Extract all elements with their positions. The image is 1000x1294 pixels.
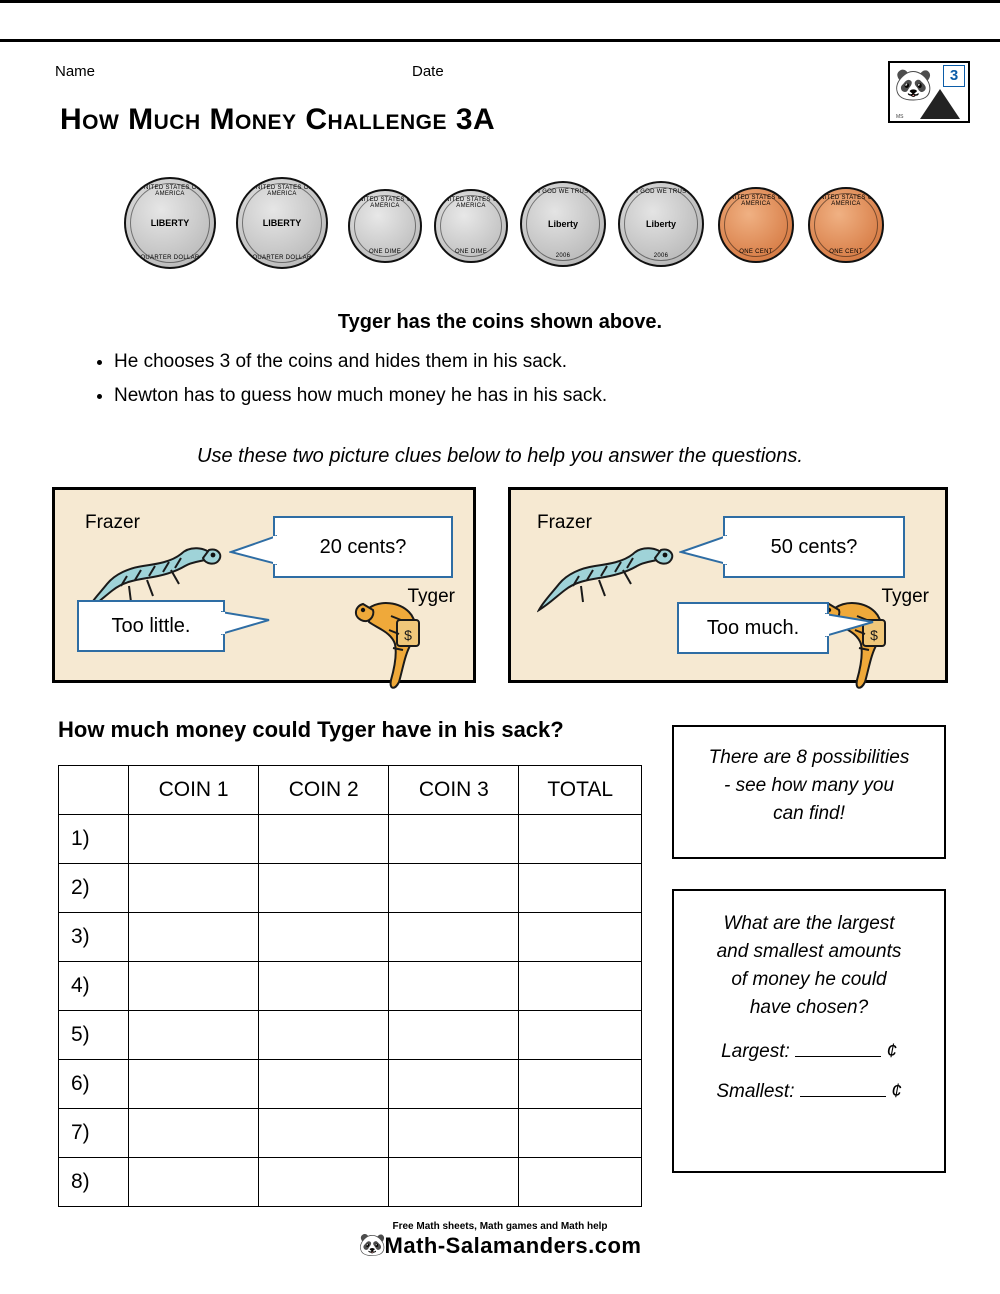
answers-table bbox=[58, 765, 642, 1207]
svg-text:$: $ bbox=[404, 627, 412, 643]
cell-coin2[interactable] bbox=[259, 1060, 389, 1109]
col-header-coin2: COIN 2 bbox=[259, 766, 389, 815]
coin-bottom-text: QUARTER DOLLAR bbox=[140, 255, 200, 261]
coin-penny-2 bbox=[808, 187, 884, 263]
salamander-icon: 🐼 bbox=[358, 1232, 387, 1257]
cell-total[interactable] bbox=[519, 1060, 642, 1109]
col-header-index bbox=[59, 766, 129, 815]
clue-panel-2 bbox=[508, 487, 948, 683]
frazer-guess-text: 20 cents? bbox=[319, 535, 407, 558]
tyger-response-text: Too little. bbox=[111, 614, 191, 637]
possibilities-line-3: can find! bbox=[773, 803, 845, 824]
coin-face-text: Liberty bbox=[645, 219, 677, 229]
coin-bottom-text: ONE DIME bbox=[368, 249, 402, 255]
cell-coin1[interactable] bbox=[129, 913, 259, 962]
row-number: 2) bbox=[59, 864, 129, 913]
tyger-response-text: Too much. bbox=[706, 616, 800, 639]
coin-bottom-text: ONE CENT bbox=[739, 249, 773, 255]
cell-coin2[interactable] bbox=[259, 962, 389, 1011]
cell-coin3[interactable] bbox=[389, 815, 519, 864]
grade-badge: 3 bbox=[943, 65, 965, 87]
cell-coin1[interactable] bbox=[129, 1158, 259, 1207]
cell-coin1[interactable] bbox=[129, 1060, 259, 1109]
cell-coin1[interactable] bbox=[129, 1011, 259, 1060]
frazer-speech-bubble bbox=[723, 516, 905, 578]
coin-bottom-text: 2006 bbox=[555, 253, 571, 259]
largest-unit: ¢ bbox=[886, 1041, 897, 1062]
cell-coin2[interactable] bbox=[259, 1011, 389, 1060]
coin-bottom-text: ONE DIME bbox=[454, 249, 488, 255]
bullet-item-1: • He chooses 3 of the coins and hides them in his sack. bbox=[114, 351, 916, 373]
row-number: 1) bbox=[59, 815, 129, 864]
tyger-label: Tyger bbox=[881, 586, 929, 607]
col-header-total: TOTAL bbox=[519, 766, 642, 815]
svg-text:$: $ bbox=[870, 627, 878, 643]
frazer-speech-bubble bbox=[273, 516, 453, 578]
coin-top-text: UNITED STATES OF AMERICA bbox=[251, 185, 313, 197]
coin-bottom-text: ONE CENT bbox=[829, 249, 863, 255]
cell-coin3[interactable] bbox=[389, 864, 519, 913]
table-row bbox=[59, 864, 642, 913]
cell-coin1[interactable] bbox=[129, 864, 259, 913]
cell-coin2[interactable] bbox=[259, 1109, 389, 1158]
extremes-question-box bbox=[672, 889, 946, 1173]
name-label: Name bbox=[55, 63, 96, 80]
math-salamanders-logo bbox=[888, 61, 970, 123]
table-row bbox=[59, 913, 642, 962]
row-number: 6) bbox=[59, 1060, 129, 1109]
coin-nickel-2 bbox=[618, 181, 704, 267]
tyger-response-bubble bbox=[677, 602, 829, 654]
name-date-row bbox=[55, 63, 655, 80]
date-label: Date bbox=[412, 63, 444, 80]
logo-caption: MS bbox=[896, 114, 904, 120]
cell-coin1[interactable] bbox=[129, 1109, 259, 1158]
cell-coin3[interactable] bbox=[389, 962, 519, 1011]
footer-site[interactable] bbox=[0, 1232, 1000, 1262]
cell-coin3[interactable] bbox=[389, 1158, 519, 1207]
largest-answer-row bbox=[686, 1041, 932, 1063]
tyger-lizard-icon bbox=[351, 596, 461, 692]
cell-total[interactable] bbox=[519, 864, 642, 913]
col-header-coin1: COIN 1 bbox=[129, 766, 259, 815]
coin-bottom-text: QUARTER DOLLAR bbox=[252, 255, 312, 261]
coin-top-text: UNITED STATES OF AMERICA bbox=[139, 185, 201, 197]
intro-bullets bbox=[86, 351, 916, 419]
coin-top-text: IN GOD WE TRUST bbox=[533, 189, 593, 195]
tyger-label: Tyger bbox=[407, 586, 455, 607]
use-clues-instruction: Use these two picture clues below to help you answer the questions. bbox=[197, 445, 803, 467]
coin-quarter-2 bbox=[236, 177, 328, 269]
largest-label: Largest: bbox=[721, 1041, 790, 1062]
bullet-item-2: • Newton has to guess how much money he has in his sack. bbox=[114, 385, 916, 407]
question-title: How much money could Tyger have in his sack? bbox=[58, 717, 564, 742]
cell-coin1[interactable] bbox=[129, 815, 259, 864]
frazer-label: Frazer bbox=[85, 512, 140, 533]
extremes-line-1: What are the largest bbox=[723, 913, 895, 934]
intro-lede: Tyger has the coins shown above. bbox=[337, 311, 663, 333]
coin-top-text: UNITED STATES OF AMERICA bbox=[725, 195, 787, 207]
col-header-coin3: COIN 3 bbox=[389, 766, 519, 815]
coin-face-text: LIBERTY bbox=[150, 218, 190, 228]
cell-coin3[interactable] bbox=[389, 1060, 519, 1109]
table-row bbox=[59, 1158, 642, 1207]
salamander-icon: 🐼 bbox=[894, 67, 933, 102]
coin-top-text: IN GOD WE TRUST bbox=[631, 189, 691, 195]
extremes-line-2: and smallest amounts bbox=[716, 941, 902, 962]
coin-strip bbox=[110, 171, 900, 281]
table-row bbox=[59, 1060, 642, 1109]
row-number: 8) bbox=[59, 1158, 129, 1207]
footer-site-text: Math-Salamanders.com bbox=[384, 1232, 642, 1258]
page-title: How Much Money Challenge 3A bbox=[60, 103, 496, 136]
possibilities-line-2: - see how many you bbox=[723, 775, 895, 796]
possibilities-note bbox=[672, 725, 946, 859]
footer-tagline: Free Math sheets, Math games and Math help bbox=[392, 1221, 608, 1232]
cell-coin2[interactable] bbox=[259, 864, 389, 913]
cell-coin3[interactable] bbox=[389, 913, 519, 962]
table-row bbox=[59, 962, 642, 1011]
header-divider bbox=[0, 39, 1000, 42]
smallest-unit: ¢ bbox=[891, 1081, 902, 1102]
row-number: 7) bbox=[59, 1109, 129, 1158]
cell-total[interactable] bbox=[519, 1109, 642, 1158]
cell-total[interactable] bbox=[519, 1158, 642, 1207]
extremes-line-4: have chosen? bbox=[749, 997, 869, 1018]
cell-coin3[interactable] bbox=[389, 1109, 519, 1158]
coin-penny-1 bbox=[718, 187, 794, 263]
cell-total[interactable] bbox=[519, 962, 642, 1011]
largest-answer-blank[interactable] bbox=[795, 1056, 881, 1057]
smallest-answer-blank[interactable] bbox=[800, 1096, 886, 1097]
smallest-label: Smallest: bbox=[716, 1081, 795, 1102]
frazer-label: Frazer bbox=[537, 512, 592, 533]
cell-coin2[interactable] bbox=[259, 815, 389, 864]
smallest-answer-row bbox=[686, 1081, 932, 1103]
cell-total[interactable] bbox=[519, 1011, 642, 1060]
possibilities-line-1: There are 8 possibilities bbox=[708, 747, 910, 768]
coin-bottom-text: 2006 bbox=[653, 253, 669, 259]
table-row bbox=[59, 1109, 642, 1158]
cell-coin1[interactable] bbox=[129, 962, 259, 1011]
table-header-row bbox=[59, 766, 642, 815]
coin-dime-2 bbox=[434, 189, 508, 263]
cell-coin2[interactable] bbox=[259, 1158, 389, 1207]
table-row bbox=[59, 815, 642, 864]
cell-coin2[interactable] bbox=[259, 913, 389, 962]
coin-nickel-1 bbox=[520, 181, 606, 267]
coin-face-text: Liberty bbox=[547, 219, 579, 229]
coin-top-text: UNITED STATES OF AMERICA bbox=[440, 197, 502, 209]
clue-panel-1 bbox=[52, 487, 476, 683]
row-number: 4) bbox=[59, 962, 129, 1011]
table-row bbox=[59, 1011, 642, 1060]
frazer-guess-text: 50 cents? bbox=[770, 535, 858, 558]
extremes-line-3: of money he could bbox=[731, 969, 887, 990]
page-footer bbox=[0, 1221, 1000, 1262]
cell-coin3[interactable] bbox=[389, 1011, 519, 1060]
frazer-lizard-icon bbox=[537, 536, 677, 614]
coin-dime-1 bbox=[348, 189, 422, 263]
cell-total[interactable] bbox=[519, 815, 642, 864]
cell-total[interactable] bbox=[519, 913, 642, 962]
row-number: 5) bbox=[59, 1011, 129, 1060]
coin-top-text: UNITED STATES OF AMERICA bbox=[354, 197, 416, 209]
coin-face-text: LIBERTY bbox=[262, 218, 302, 228]
tyger-response-bubble bbox=[77, 600, 225, 652]
coin-top-text: UNITED STATES OF AMERICA bbox=[815, 195, 877, 207]
coin-quarter-1 bbox=[124, 177, 216, 269]
row-number: 3) bbox=[59, 913, 129, 962]
